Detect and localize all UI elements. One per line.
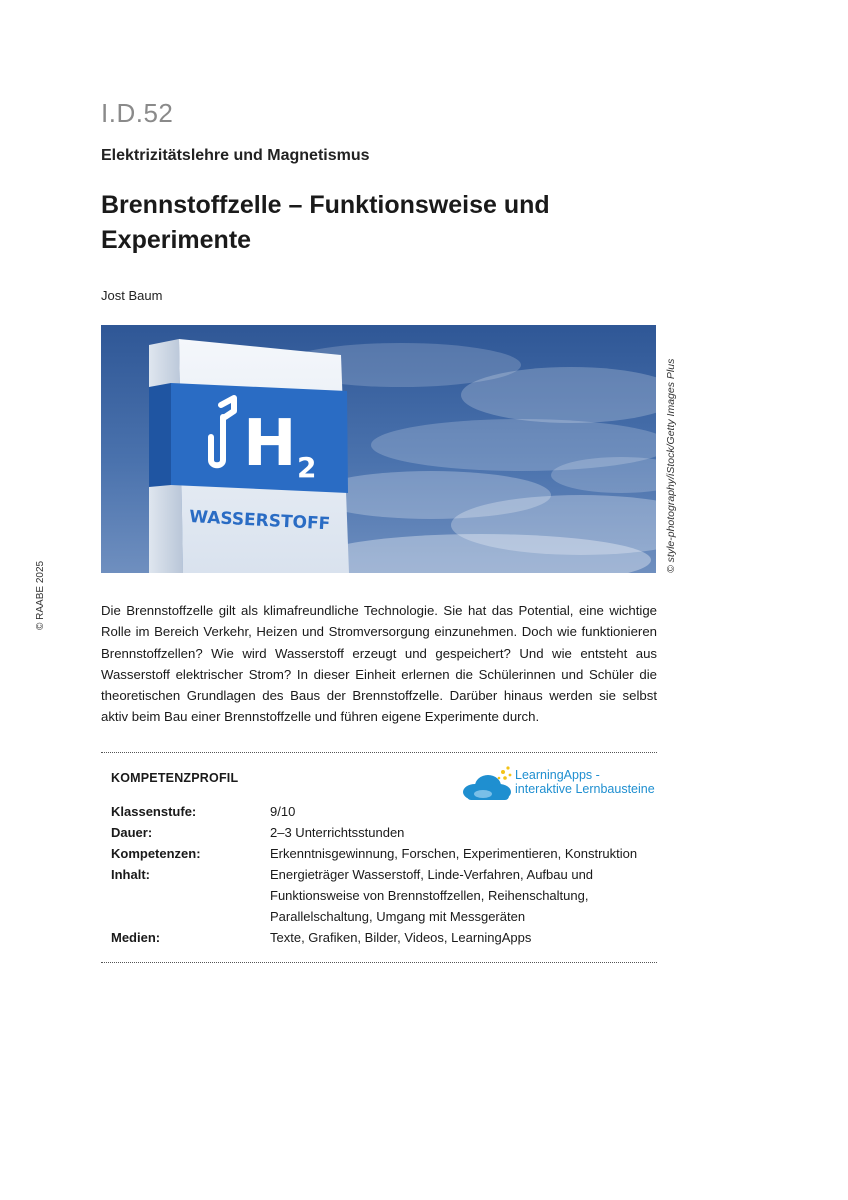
sign-h-letter: H [243,407,297,481]
intro-paragraph [101,600,657,728]
profile-value: Texte, Grafiken, Bilder, Videos, LearningApps [270,930,532,945]
profile-value: Erkenntnisgewinnung, Forschen, Experimentieren, Konstruktion [270,846,638,861]
sign-wasserstoff-label: WASSERSTOFF [188,507,331,535]
divider-bottom [101,962,657,963]
profile-label: Inhalt: [111,867,150,882]
photo-credit: © style-photography/iStock/Getty Images Plus [665,358,677,573]
page-title: Brennstoffzelle – Funktionsweise und Experimente [101,191,550,254]
profile-row [111,843,656,864]
profile-row [111,801,656,822]
profile-label: Kompetenzen: [111,846,201,861]
kompetenzprofil-table [111,801,656,948]
profile-label: Klassenstufe: [111,804,197,819]
author-name: Jost Baum [101,288,163,303]
profile-value: Energieträger Wasserstoff, Linde-Verfahren, Aufbau und Funktionsweise von Brennstoffzellen, Reihenschaltung, Parallelschaltung, Umgang mit Messgeräten [270,867,594,924]
learningapps-line1: LearningApps - [515,768,600,782]
sign-subscript-2: 2 [297,451,317,484]
profile-value: 2–3 Unterrichtsstunden [270,825,405,840]
hydrogen-sign-photo [101,325,656,573]
divider-top [101,752,657,753]
profile-row [111,864,656,927]
profile-row [111,927,656,948]
copyright-notice: © RAABE 2025 [35,560,46,630]
cloud-icon [461,764,515,804]
kompetenzprofil-heading: KOMPETENZPROFIL [111,771,239,785]
profile-row [111,822,656,843]
learningapps-line2: interaktive Lernbausteine [515,782,655,796]
profile-value: 9/10 [270,804,296,819]
intro-text: Die Brennstoffzelle gilt als klimafreundliche Technologie. Sie hat das Potential, eine wichtige Rolle im Bereich Verkehr, Heizen und Stromversorgung einzunehmen. Doch wie funktionieren Brennstoffzellen? Wie wird Wasserstoff erzeugt und gespeichert? Und wie entsteht aus Wasserstoff elektrischer Strom? In dieser Einheit erlernen die Schülerinnen und Schüler die theoretischen Grundlagen des Baus der Brennstoffzelle. Darüber hinaus werden sie selbst aktiv beim Bau einer Brennstoffzelle und führen eigene Experimente durch. [101,603,657,725]
hydrogen-sign-illustration [101,325,656,573]
unit-code: I.D.52 [101,98,174,128]
subject-heading: Elektrizitätslehre und Magnetismus [101,147,370,164]
learningapps-logo [461,764,661,804]
profile-label: Dauer: [111,825,153,840]
learningapps-logo-text [515,768,655,796]
profile-label: Medien: [111,930,161,945]
